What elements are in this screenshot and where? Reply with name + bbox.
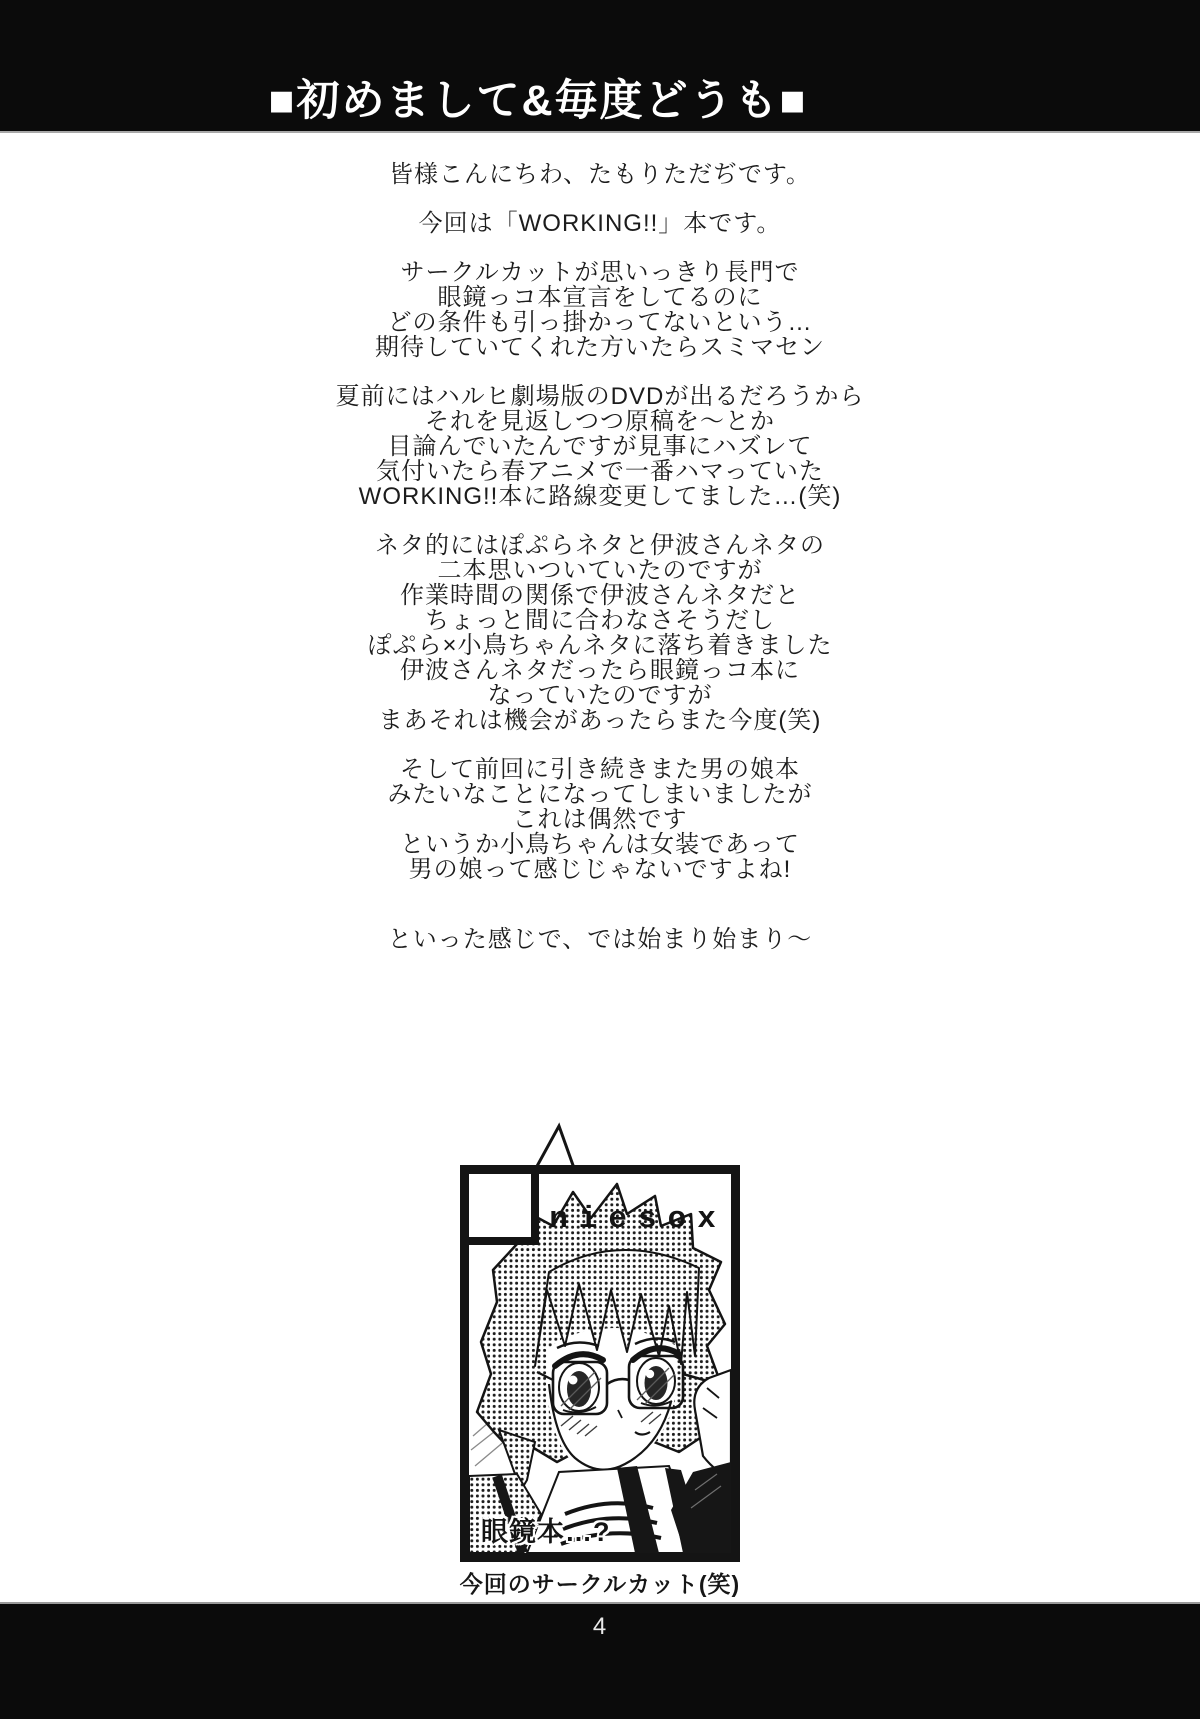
afterword-line: これは偶然です bbox=[512, 806, 688, 833]
afterword-line: なっていたのですが bbox=[487, 682, 713, 709]
page-footer-band bbox=[0, 1602, 1200, 1719]
circle-cut-frame bbox=[460, 1165, 740, 1562]
afterword-paragraph bbox=[0, 384, 1200, 509]
page-header-band bbox=[0, 0, 1200, 133]
afterword-line: 二本思いついていたのですが bbox=[437, 557, 763, 584]
afterword-line: ネタ的にはぽぷらネタと伊波さんネタの bbox=[375, 532, 825, 559]
afterword-line: 眼鏡っコ本宣言をしてるのに bbox=[437, 284, 763, 311]
circle-name: niesox bbox=[549, 1202, 727, 1237]
afterword-line: というか小鳥ちゃんは女装であって bbox=[400, 831, 800, 858]
afterword-line: それを見返しつつ原稿を〜とか bbox=[425, 408, 775, 435]
afterword-paragraph bbox=[0, 533, 1200, 733]
afterword-line: 気付いたら春アニメで一番ハマっていた bbox=[376, 458, 824, 485]
afterword-line: みたいなことになってしまいましたが bbox=[387, 781, 813, 808]
afterword-line: 夏前にはハルヒ劇場版のDVDが出るだろうから bbox=[335, 383, 865, 410]
circle-cut-corner-square bbox=[469, 1174, 539, 1245]
afterword-line: どの条件も引っ掛かってないという… bbox=[387, 309, 813, 336]
circle-cut-caption: 今回のサークルカット(笑) bbox=[459, 1571, 741, 1597]
afterword-line: サークルカットが思いっきり長門で bbox=[400, 259, 800, 286]
afterword-line: といった感じで、では始まり始まり〜 bbox=[387, 926, 813, 953]
page-title: ■初めまして&毎度どうも■ bbox=[268, 77, 808, 125]
afterword-line: 目論んでいたんですが見事にハズレて bbox=[387, 433, 813, 460]
afterword-line: ちょっと間に合わなさそうだし bbox=[425, 607, 775, 634]
afterword-line: 皆様こんにちわ、たもりただぢです。 bbox=[389, 161, 811, 188]
afterword-line: 伊波さんネタだったら眼鏡っコ本に bbox=[400, 657, 800, 684]
afterword-line: まあそれは機会があったらまた今度(笑) bbox=[378, 707, 822, 734]
afterword-line: 男の娘って感じじゃないですよね! bbox=[408, 856, 792, 883]
circle-cut-speech-text: 眼鏡本…? bbox=[481, 1517, 611, 1547]
ahoge-hair-spike-icon bbox=[528, 1122, 592, 1168]
afterword-paragraph bbox=[0, 757, 1200, 882]
page-number: 4 bbox=[592, 1613, 608, 1640]
afterword-line: 今回は「WORKING!!」本です。 bbox=[418, 210, 782, 237]
afterword-line: そして前回に引き続きまた男の娘本 bbox=[400, 756, 800, 783]
afterword-text bbox=[0, 133, 1200, 952]
afterword-paragraph bbox=[0, 162, 1200, 187]
afterword-content bbox=[0, 133, 1200, 976]
afterword-paragraph bbox=[0, 927, 1200, 952]
afterword-paragraph bbox=[0, 211, 1200, 236]
afterword-paragraph bbox=[0, 260, 1200, 360]
afterword-line: 期待していてくれた方いたらスミマセン bbox=[375, 334, 825, 361]
afterword-line: ぽぷら×小鳥ちゃんネタに落ち着きました bbox=[367, 632, 833, 659]
hand bbox=[694, 1370, 731, 1476]
afterword-line: 作業時間の関係で伊波さんネタだと bbox=[400, 582, 800, 609]
afterword-line: WORKING!!本に路線変更してました…(笑) bbox=[358, 483, 842, 510]
